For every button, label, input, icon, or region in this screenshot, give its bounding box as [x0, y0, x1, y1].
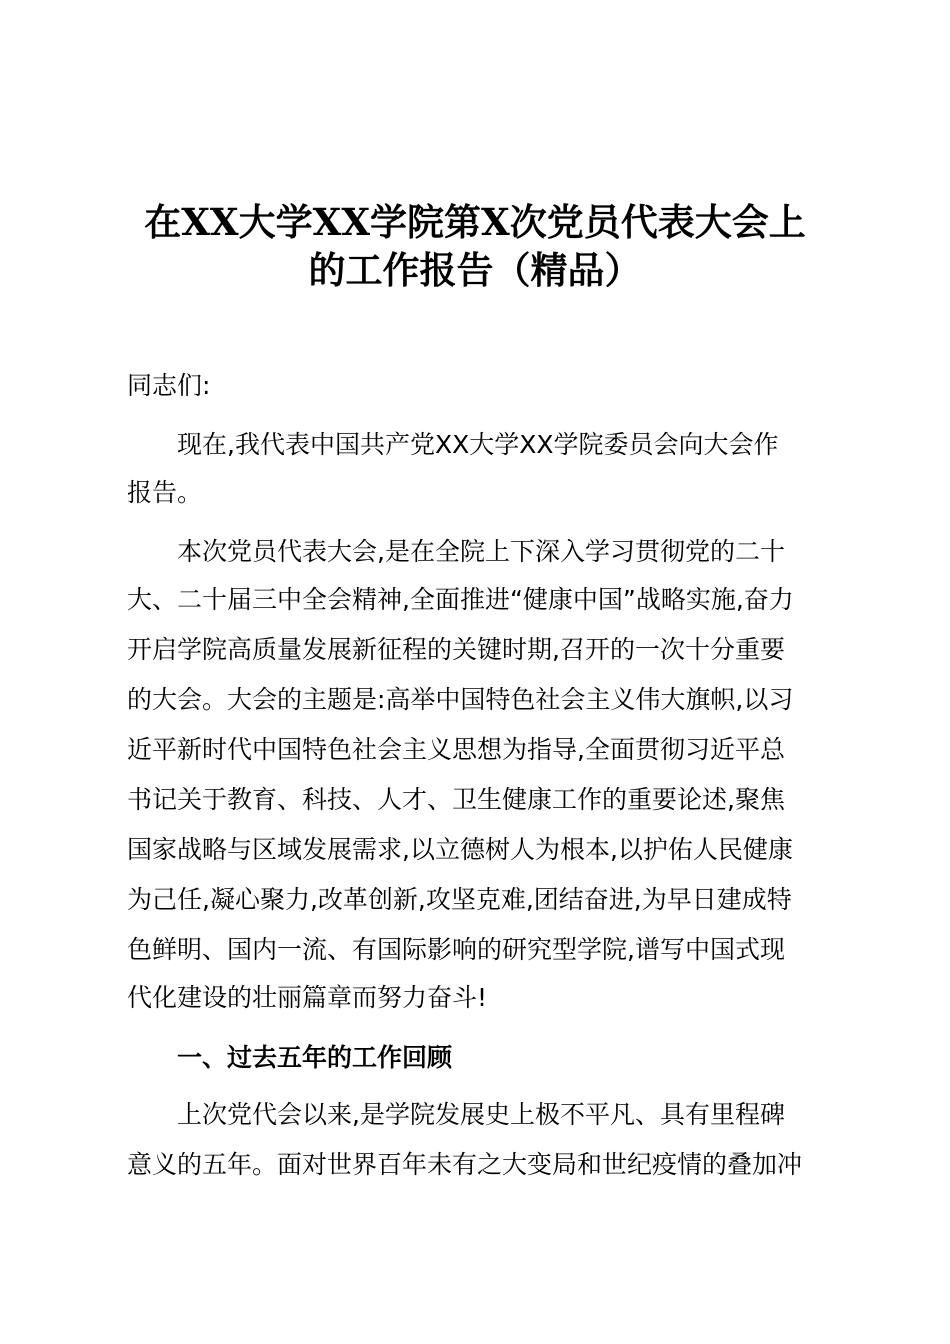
document-title-line-2: 的工作报告（精品）: [308, 248, 642, 292]
paragraph-line: 本次党员代表大会,是在全院上下深入学习贯彻党的二十: [177, 537, 785, 566]
paragraph-line: 上次党代会以来,是学院发展史上极不平凡、具有里程碑: [177, 1100, 785, 1129]
paragraph-line: 近平新时代中国特色社会主义思想为指导,全面贯彻习近平总: [127, 735, 785, 764]
paragraph-line: 代化建设的壮丽篇章而努力奋斗!: [127, 983, 488, 1012]
salutation: 同志们:: [127, 371, 211, 400]
paragraph-line: 现在,我代表中国共产党XX大学XX学院委员会向大会作: [177, 430, 779, 459]
paragraph-line: 为己任,凝心聚力,改革创新,攻坚克难,团结奋进,为早日建成特: [127, 885, 792, 914]
paragraph-line: 意义的五年。面对世界百年未有之大变局和世纪疫情的叠加冲: [127, 1150, 803, 1179]
paragraph-line: 色鲜明、国内一流、有国际影响的研究型学院,谱写中国式现: [127, 935, 785, 964]
paragraph-line: 书记关于教育、科技、人才、卫生健康工作的重要论述,聚焦: [127, 785, 785, 814]
paragraph-line: 开启学院高质量发展新征程的关键时期,召开的一次十分重要: [127, 635, 785, 664]
section-heading: 一、过去五年的工作回顾: [177, 1043, 453, 1072]
paragraph-line: 报告。: [127, 478, 203, 507]
document-title-line-1: 在XX大学XX学院第X次党员代表大会上: [144, 200, 806, 244]
paragraph-line: 大、二十届三中全会精神,全面推进“健康中国”战略实施,奋力: [127, 585, 794, 614]
paragraph-line: 的大会。大会的主题是:高举中国特色社会主义伟大旗帜,以习: [127, 685, 794, 714]
paragraph-line: 国家战略与区域发展需求,以立德树人为根本,以护佑人民健康: [127, 835, 793, 864]
